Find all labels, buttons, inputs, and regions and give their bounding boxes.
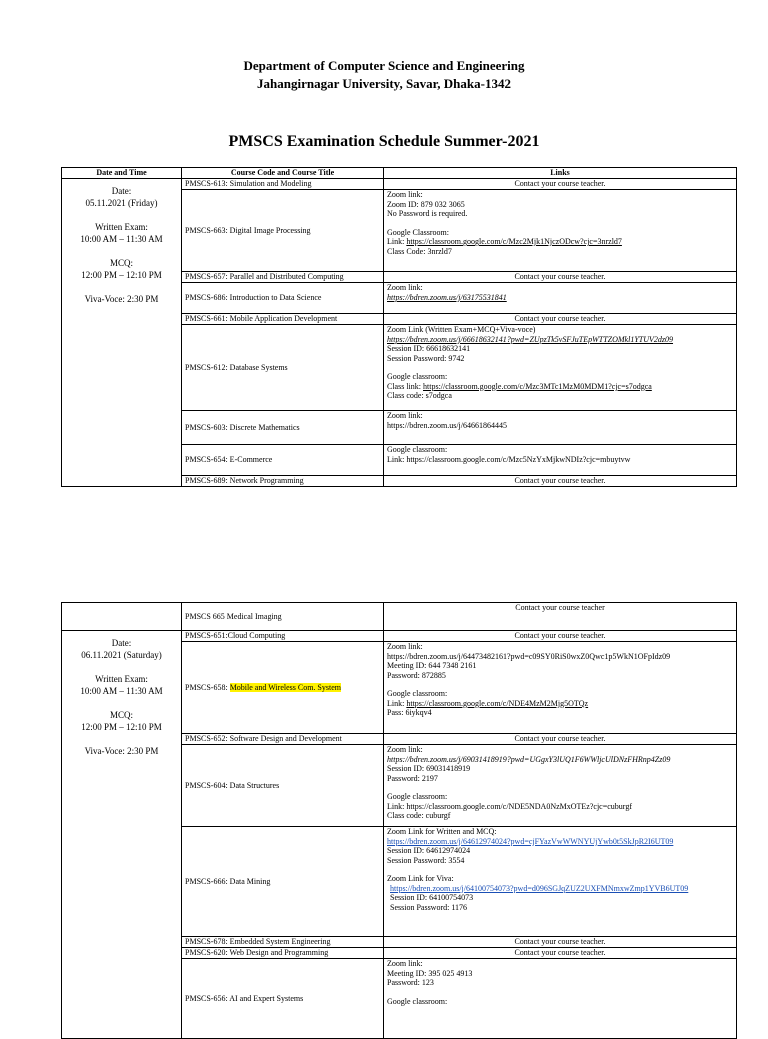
date-empty-cell xyxy=(62,603,182,631)
course-612: PMSCS-612: Database Systems xyxy=(182,325,384,411)
written-label: Written Exam: xyxy=(95,222,148,232)
course-658: PMSCS-658: Mobile and Wireless Com. System xyxy=(182,642,384,734)
course-689: PMSCS-689: Network Programming xyxy=(182,476,384,487)
header-date: Date and Time xyxy=(62,168,182,179)
classroom-link-612[interactable]: https://classroom.google.com/c/Mzc3MTc1MzM0MDM1?cjc=s7odgca xyxy=(423,381,652,391)
course-663: PMSCS-663: Digital Image Processing xyxy=(182,190,384,272)
link-620: Contact your course teacher. xyxy=(384,948,737,959)
header-course: Course Code and Course Title xyxy=(182,168,384,179)
zoom-link-666-written[interactable]: https://bdren.zoom.us/j/64612974024?pwd=cjFYazVwWWNYUjYwb0t5SkJpR2I6UT09 xyxy=(387,836,674,846)
course-661: PMSCS-661: Mobile Application Development xyxy=(182,314,384,325)
schedule-table-day2 xyxy=(61,602,737,1039)
course-665: PMSCS 665 Medical Imaging xyxy=(182,603,384,631)
link-657: Contact your course teacher. xyxy=(384,272,737,283)
university-address: Jahangirnagar University, Savar, Dhaka-1342 xyxy=(257,76,511,91)
zoom-link-603[interactable]: https://bdren.zoom.us/j/64661864445 xyxy=(387,420,507,430)
mcq-time: 12:00 PM – 12:10 PM xyxy=(81,270,162,280)
course-604: PMSCS-604: Data Structures xyxy=(182,745,384,827)
course-620: PMSCS-620: Web Design and Programming xyxy=(182,948,384,959)
course-686: PMSCS-686: Introduction to Data Science xyxy=(182,283,384,314)
link-686: Zoom link: https://bdren.zoom.us/j/63175531841 xyxy=(384,283,737,314)
link-666: Zoom Link for Written and MCQ: https://bdren.zoom.us/j/64612974024?pwd=cjFYazVwWWNYUjYwb0t5SkJpR2I6UT09 Session ID: 64612974024 Session Password: 3554 Zoom Link for Viva: https://bdren.zoom.us/j/64100754073?pwd=d096SGJqZUZ2UXFMNmxwZmp1YVB6UT09 Session ID: 64100754073 Session Password: 1176 xyxy=(384,827,737,937)
link-604: Zoom link: https://bdren.zoom.us/j/69031418919?pwd=UGgxY3lUQ1F6WWljcUlDNzFHRnp4Zz09 Session ID: 69031418919 Password: 2197 Google classroom: Link: https://classroom.google.com/c/NDE5NDA0NzMxOTEz?cjc=cuburgf Class code: cuburgf xyxy=(384,745,737,827)
link-654: Google classroom: Link: https://classroom.google.com/c/Mzc5NzYxMjkwNDIz?cjc=mbuytvw xyxy=(384,445,737,476)
zoom-link-604[interactable]: https://bdren.zoom.us/j/69031418919?pwd=UGgxY3lUQ1F6WWljcUlDNzFHRnp4Zz09 xyxy=(387,754,671,764)
link-603: Zoom link: https://bdren.zoom.us/j/64661864445 xyxy=(384,411,737,445)
viva-time: Viva-Voce: 2:30 PM xyxy=(84,746,159,756)
mcq-label: MCQ: xyxy=(109,258,133,268)
zoom-link-658[interactable]: https://bdren.zoom.us/j/64473482161?pwd=c09SY0RiS0wxZ0Qwc1p5WkN1OFpIdz09 xyxy=(387,651,671,661)
date-label: Date: xyxy=(111,186,132,196)
schedule-table-day1 xyxy=(61,167,737,487)
link-678: Contact your course teacher. xyxy=(384,937,737,948)
course-651: PMSCS-651:Cloud Computing xyxy=(182,631,384,642)
link-612: Zoom Link (Written Exam+MCQ+Viva-voce) https://bdren.zoom.us/j/66618632141?pwd=ZUpzTk5vSFJuTEpWTTZOMkl1YTUV2dz09 Session ID: 66618632141 Session Password: 9742 Google classroom: Class link: https://classroom.google.com/c/Mzc3MTc1MzM0MDM1?cjc=s7odgca Class code: s7odgca xyxy=(384,325,737,411)
department-title: Department of Computer Science and Engineering xyxy=(243,58,525,73)
link-661: Contact your course teacher. xyxy=(384,314,737,325)
course-613: PMSCS-613: Simulation and Modeling xyxy=(182,179,384,190)
schedule-title: PMSCS Examination Schedule Summer-2021 xyxy=(228,133,540,150)
zoom-link-666-viva[interactable]: https://bdren.zoom.us/j/64100754073?pwd=d096SGJqZUZ2UXFMNmxwZmp1YVB6UT09 xyxy=(390,883,689,893)
written-label: Written Exam: xyxy=(95,674,148,684)
course-603: PMSCS-603: Discrete Mathematics xyxy=(182,411,384,445)
course-656: PMSCS-656: AI and Expert Systems xyxy=(182,959,384,1039)
table-header-row xyxy=(62,168,737,179)
mcq-time: 12:00 PM – 12:10 PM xyxy=(81,722,162,732)
link-613: Contact your course teacher. xyxy=(384,179,737,190)
viva-time: Viva-Voce: 2:30 PM xyxy=(84,294,159,304)
classroom-link-654[interactable]: Link: https://classroom.google.com/c/Mzc5NzYxMjkwNDIz?cjc=mbuytvw xyxy=(387,454,631,464)
table-row xyxy=(62,179,737,190)
zoom-link-612[interactable]: https://bdren.zoom.us/j/66618632141?pwd=ZUpzTk5vSFJuTEpWTTZOMkl1YTUV2dz09 xyxy=(387,334,674,344)
date-time-cell xyxy=(62,631,182,1039)
link-658: Zoom link: https://bdren.zoom.us/j/64473482161?pwd=c09SY0RiS0wxZ0Qwc1p5WkN1OFpIdz09 Meeting ID: 644 7348 2161 Password: 872885 Google classroom: Link: https://classroom.google.com/c/NDE4MzM2Mjg5OTQz Pass: 6iykqv4 xyxy=(384,642,737,734)
zoom-link-686[interactable]: https://bdren.zoom.us/j/63175531841 xyxy=(387,292,507,302)
course-666: PMSCS-666: Data Mining xyxy=(182,827,384,937)
mcq-label: MCQ: xyxy=(109,710,133,720)
exam-date: 05.11.2021 (Friday) xyxy=(85,198,158,208)
date-time-cell xyxy=(62,179,182,487)
table-row xyxy=(62,603,737,631)
exam-date: 06.11.2021 (Saturday) xyxy=(81,650,162,660)
link-663: Zoom link: Zoom ID: 879 032 3065 No Password is required. Google Classroom: Link: https://classroom.google.com/c/Mzc2Mjk1NjczODcw?cjc=3nrzld7 Class Code: 3nrzld7 xyxy=(384,190,737,272)
link-651: Contact your course teacher. xyxy=(384,631,737,642)
course-652: PMSCS-652: Software Design and Development xyxy=(182,734,384,745)
header-links: Links xyxy=(384,168,737,179)
course-678: PMSCS-678: Embedded System Engineering xyxy=(182,937,384,948)
course-654: PMSCS-654: E-Commerce xyxy=(182,445,384,476)
link-656: Zoom link: Meeting ID: 395 025 4913 Password: 123 Google classroom: xyxy=(384,959,737,1039)
classroom-link-663[interactable]: https://classroom.google.com/c/Mzc2Mjk1NjczODcw?cjc=3nrzld7 xyxy=(406,237,622,246)
link-652: Contact your course teacher. xyxy=(384,734,737,745)
table-row xyxy=(62,631,737,642)
date-label: Date: xyxy=(111,638,132,648)
classroom-link-658[interactable]: https://classroom.google.com/c/NDE4MzM2Mjg5OTQz xyxy=(406,698,589,708)
link-665: Contact your course teacher xyxy=(384,603,737,631)
link-689: Contact your course teacher. xyxy=(384,476,737,487)
classroom-link-604[interactable]: Link: https://classroom.google.com/c/NDE5NDA0NzMxOTEz?cjc=cuburgf xyxy=(387,801,632,811)
written-time: 10:00 AM – 11:30 AM xyxy=(80,686,163,696)
written-time: 10:00 AM – 11:30 AM xyxy=(80,234,163,244)
course-657: PMSCS-657: Parallel and Distributed Computing xyxy=(182,272,384,283)
